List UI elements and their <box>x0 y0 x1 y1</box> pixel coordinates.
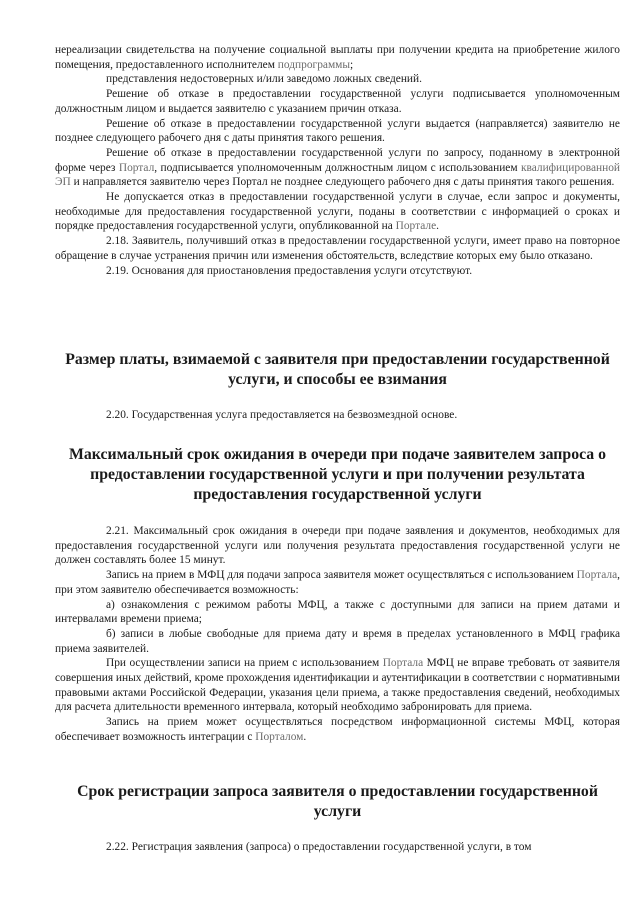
paragraph: 2.21. Максимальный срок ожидания в очереди при подаче заявления и документов, необходимых для предоставления государственной услуги или получения результата предоставления государственной услуги не должен составлять более 15 минут. <box>55 525 620 567</box>
section-heading-queue: Максимальный срок ожидания в очереди при подаче заявителем запроса о предоставлении государственной услуги и при получении результата предоставления государственной услуги <box>68 446 607 503</box>
paragraph: 2.19. Основания для приостановления предоставления услуги отсутствуют. <box>106 264 473 277</box>
text-block-queue <box>55 524 620 745</box>
paragraph: 2.18. Заявитель, получивший отказ в предоставлении государственной услуги, имеет право на повторное обращение в случае устранения причин или изменения обстоятельств, вследствие которых ему было отказано. <box>55 235 620 262</box>
text-block-registration <box>55 840 620 855</box>
paragraph: 2.22. Регистрация заявления (запроса) о предоставлении государственной услуги, в том <box>106 841 532 853</box>
paragraph: Запись на прием в МФЦ для подачи запроса заявителя может осуществляться с использованием Портала, при этом заявителю обеспечивается возможность: <box>55 569 620 596</box>
paragraph: Запись на прием может осуществляться посредством информационной системы МФЦ, которая обеспечивает возможность интеграции с Порталом. <box>55 716 620 743</box>
paragraph: Решение об отказе в предоставлении государственной услуги по запросу, поданному в электронной форме через Портал, подписывается уполномоченным должностным лицом с использованием квалифицированной ЭП и направляется заявителю через Портал не позднее следующего рабочего дня с даты принятия такого решения. <box>55 146 620 189</box>
paragraph: а) ознакомления с режимом работы МФЦ, а также с доступными для записи на прием датами и интервалами времени приема; <box>55 598 620 626</box>
paragraph: представления недостоверных и/или заведомо ложных сведений. <box>106 73 422 86</box>
paragraph: Не допускается отказ в предоставлении государственной услуги в случае, если запрос и документы, необходимые для предоставления государственной услуги, поданы в соответствии с информацией о сроках и порядке предоставления государственной услуги, опубликованной на Портале. <box>55 191 620 233</box>
paragraph: нереализации свидетельства на получение социальной выплаты при получении кредита на приобретение жилого помещения, предоставленного исполнителем подпрограммы; <box>55 44 620 71</box>
text-block-fee <box>55 408 620 423</box>
paragraph: При осуществлении записи на прием с использованием Портала МФЦ не вправе требовать от заявителя совершения иных действий, кроме прохождения идентификации и аутентификации в соответствии с нормативными правовыми актами Российской Федерации, указания цели приема, а также предоставления сведений, необходимых для расчета длительности временного интервала, который необходимо забронировать для приема. <box>55 657 620 714</box>
section-heading-registration: Срок регистрации запроса заявителя о предоставлении государственной услуги <box>77 783 598 820</box>
paragraph: Решение об отказе в предоставлении государственной услуги подписывается уполномоченным должностным лицом и выдается заявителю с указанием причин отказа. <box>55 88 620 115</box>
text-block-refusal <box>55 43 620 278</box>
paragraph: Решение об отказе в предоставлении государственной услуги выдается (направляется) заявителю не позднее следующего рабочего дня с даты принятия такого решения. <box>55 117 620 145</box>
paragraph: 2.20. Государственная услуга предоставляется на безвозмездной основе. <box>106 409 458 421</box>
paragraph: б) записи в любые свободные для приема дату и время в пределах установленного в МФЦ графика приема заявителей. <box>55 627 620 655</box>
section-heading-fee: Размер платы, взимаемой с заявителя при предоставлении государственной услуги, и способы ее взимания <box>65 351 610 388</box>
